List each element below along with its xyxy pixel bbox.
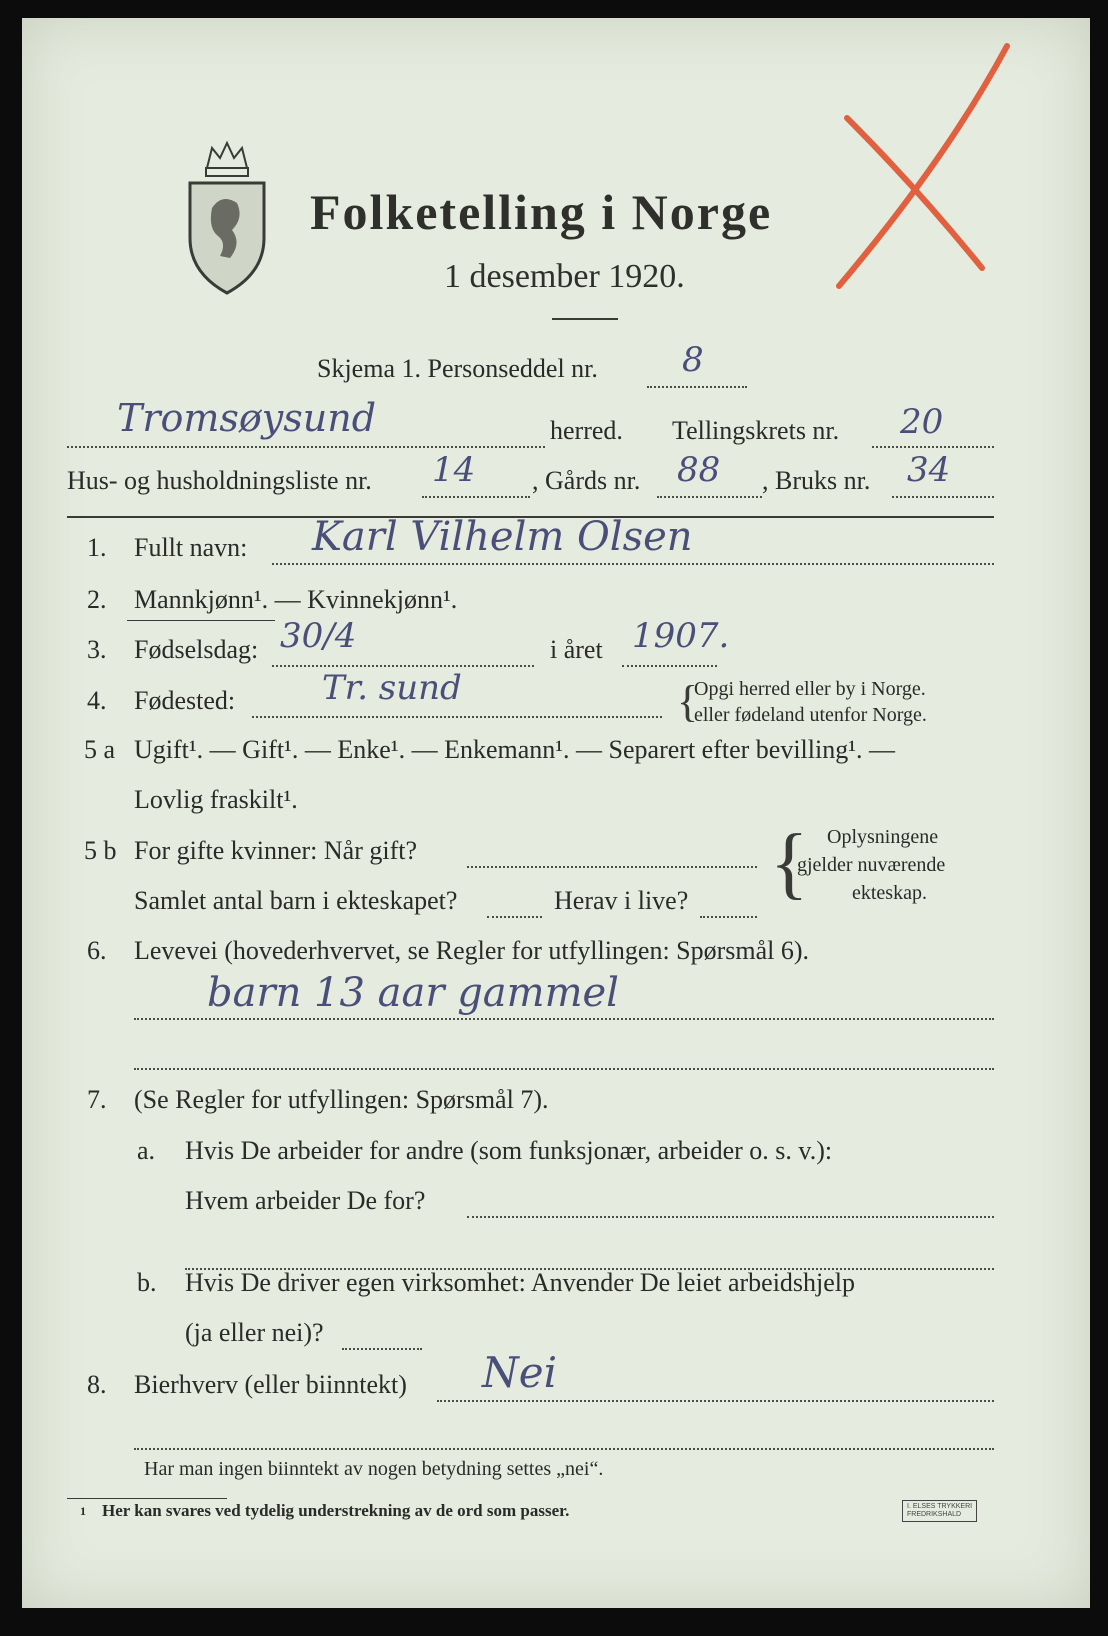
title-divider [552, 318, 618, 320]
q2-underline [127, 620, 275, 621]
stamp-line2: FREDRIKSHALD [907, 1511, 962, 1518]
form-title: Folketelling i Norge [310, 184, 773, 240]
q6-line1 [134, 1018, 994, 1020]
q5b-note-line2: gjelder nuværende [797, 854, 946, 876]
q3-year-line [622, 665, 717, 667]
q5b-alive-line [700, 916, 757, 918]
q8-label: Bierhverv (eller biinntekt) [134, 1370, 407, 1399]
q5b-note-line3: ekteskap. [852, 882, 927, 904]
q3-year-label: i året [550, 635, 603, 664]
q1-label: Fullt navn: [134, 533, 248, 562]
q5b-note-line1: Oplysningene [827, 826, 939, 848]
q7-number: 7. [87, 1085, 107, 1114]
q7b-line2: (ja eller nei)? [185, 1318, 324, 1347]
q7a-number: a. [137, 1136, 156, 1165]
schema-label: Skjema 1. Personseddel nr. [317, 354, 598, 383]
q7b-number: b. [137, 1268, 157, 1297]
red-cross-mark [827, 28, 1027, 298]
q6-line2 [134, 1068, 994, 1070]
q5b-line1: For gifte kvinner: Når gift? [134, 836, 418, 865]
bruks-line [892, 496, 994, 498]
q5b-married-line [467, 866, 757, 868]
census-date: 1 desember 1920. [444, 258, 685, 295]
footnote-mark: 1 [80, 1504, 86, 1518]
q6-number: 6. [87, 936, 107, 965]
q6-value: barn 13 aar gammel [207, 970, 619, 1016]
q3-number: 3. [87, 635, 107, 664]
gards-label: , Gårds nr. [532, 466, 641, 495]
q5a-line2: Lovlig fraskilt¹. [134, 785, 298, 814]
tellingskrets-value: 20 [900, 402, 944, 442]
q4-number: 4. [87, 686, 107, 715]
q7b-line1: Hvis De driver egen virksomhet: Anvender De leiet arbeidshjelp [185, 1268, 856, 1297]
gards-value: 88 [677, 450, 721, 490]
schema-value: 8 [682, 340, 704, 380]
q1-value: Karl Vilhelm Olsen [312, 514, 693, 560]
printer-stamp [902, 1500, 977, 1522]
coat-of-arms-icon [182, 138, 272, 298]
q3-line [272, 665, 534, 667]
q7a-line1: Hvis De arbeider for andre (som funksjonær, arbeider o. s. v.): [185, 1136, 833, 1165]
herred-value: Tromsøysund [117, 396, 377, 440]
q5a-line1: Ugift¹. — Gift¹. — Enke¹. — Enkemann¹. — Separert efter bevilling¹. — [134, 735, 896, 764]
stamp-line1: I. ELSES TRYKKERI [907, 1503, 973, 1510]
q4-line [252, 716, 662, 718]
q3-label: Fødselsdag: [134, 635, 259, 664]
q7a-line2: Hvem arbeider De for? [185, 1186, 426, 1215]
schema-line [647, 386, 747, 388]
q7-label: (Se Regler for utfyllingen: Spørsmål 7). [134, 1085, 549, 1114]
tellingskrets-label: Tellingskrets nr. [672, 416, 840, 445]
q7b-answer-line [342, 1348, 422, 1350]
herred-line [67, 446, 545, 448]
q1-line [272, 563, 994, 565]
q5a-number: 5 a [84, 735, 116, 764]
bruks-label: , Bruks nr. [762, 466, 871, 495]
q2-label: Mannkjønn¹. — Kvinnekjønn¹. [134, 585, 458, 614]
q1-number: 1. [87, 533, 107, 562]
gards-line [657, 496, 762, 498]
q3-value: 30/4 [280, 616, 357, 656]
q5b-line2a: Samlet antal barn i ekteskapet? [134, 886, 458, 915]
footnote-divider [67, 1498, 227, 1499]
q8-value: Nei [482, 1348, 558, 1397]
q5b-line2b: Herav i live? [554, 886, 689, 915]
herred-label: herred. [550, 416, 623, 445]
q2-number: 2. [87, 585, 107, 614]
footer-note: Har man ingen biinntekt av nogen betydning settes „nei“. [144, 1458, 604, 1480]
census-form [22, 18, 1090, 1608]
q8-number: 8. [87, 1370, 107, 1399]
q6-label: Levevei (hovederhvervet, se Regler for utfyllingen: Spørsmål 6). [134, 936, 810, 965]
q7a-answer-line1 [467, 1216, 994, 1218]
q4-note-line1: Opgi herred eller by i Norge. [694, 678, 926, 700]
footnote-text: Her kan svares ved tydelig understrekning av de ord som passer. [102, 1501, 570, 1520]
household-value: 14 [432, 450, 476, 490]
q4-value: Tr. sund [322, 668, 462, 708]
q5b-brace: { [770, 819, 809, 907]
q4-brace: { [677, 677, 699, 726]
tellingskrets-line [872, 446, 994, 448]
q5b-number: 5 b [84, 836, 117, 865]
q8-line2 [134, 1448, 994, 1450]
q5b-children-line [487, 916, 542, 918]
bruks-value: 34 [907, 450, 951, 490]
q4-note-line2: eller fødeland utenfor Norge. [694, 704, 927, 726]
q3-year-value: 1907. [632, 616, 730, 656]
q8-line1 [437, 1400, 994, 1402]
household-line [422, 496, 530, 498]
household-label: Hus- og husholdningsliste nr. [67, 466, 372, 495]
q4-label: Fødested: [134, 686, 236, 715]
